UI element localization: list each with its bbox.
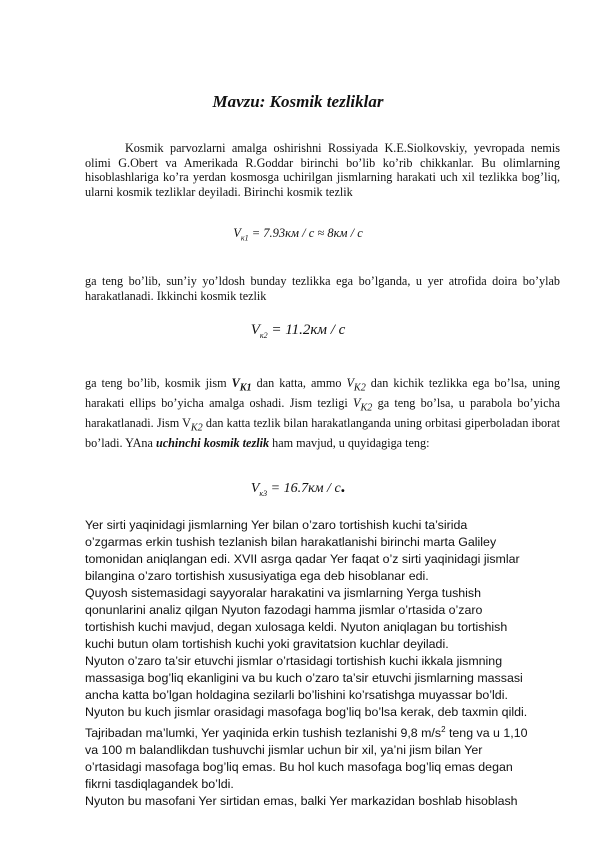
intro-paragraph: Kosmik parvozlarni amalga oshirishni Rossiyada K.E.Siolkovskiy, yevropada nemis olimi G.Obert va Amerikada R.Goddar birinchi bo’lib ko’rib chikkanlar. Bu olimlarning hisoblashlariga ko’ra yerdan kosmosga uchirilgan jismlarning harakati uch xil tezlikka bog’liq, ularni kosmik tezliklar deyiladi. Birinchi kosmik tezlik [85, 141, 560, 199]
formula3-subscript: к3 [259, 488, 268, 498]
vk1-subscript: K1 [239, 382, 252, 394]
vk2-symbol: V [353, 396, 361, 411]
body-line: bilangina o’zaro tortishish xususiyatiga ega deb hisoblanar edi. [85, 569, 429, 583]
text-segment: ga teng bo’lib, kosmik jism [85, 376, 232, 390]
formula2-expression: = 11.2км / с [267, 322, 346, 338]
body-line: tortishish kuchi mavjud, degan xulosaga keldi. Nyuton aniqlagan bu tortishish [85, 620, 508, 634]
vk2-symbol: V [346, 376, 354, 390]
body-line: ancha katta bo’lgan holdagina sezilarli bo’lishini ko’rsatishga muyassar bo’ldi. [85, 688, 508, 702]
body-line: massasiga bog’liq ekanligini va bu kuch o’zaro ta’sir etuvchi jismlarning massasi [85, 671, 523, 685]
vk2-subscript: K2 [190, 422, 203, 434]
body-line: fikrni tasdiqlagandek bo’ldi. [85, 777, 234, 792]
body-line: Nyuton bu masofani Yer sirtidan emas, balki Yer markazidan boshlab hisoblash [85, 794, 518, 809]
vk1-symbol: V [231, 376, 240, 390]
body-line-text: Tajribadan ma’lumki, Yer yaqinida erkin tushish tezlanishi 9,8 m/s [85, 726, 442, 741]
formula2-variable: V [250, 322, 260, 338]
text-segment: ham mavjud, u quyidagiga teng: [269, 436, 430, 451]
after-formula2-paragraph [85, 376, 560, 451]
body-line: Quyosh sistemasidagi sayyoralar harakatini va jismlarning Yerga tushish [85, 586, 482, 600]
formula3-expression: = 16.7км / с [267, 481, 341, 496]
vk2-subscript: K2 [353, 382, 366, 394]
body-line: kuchi butun olam tortishish kuchi yoki gravitatsion kuchlar deyiladi. [85, 637, 449, 651]
after-formula1-paragraph: ga teng bo’lib, sun’iy yo’ldosh bunday tezlikka ega bo’lganda, u yer atrofida doira bo’ylab harakatlanadi. Ikkinchi kosmik tezlik [85, 274, 560, 303]
emphasis-third-cosmic-velocity: uchinchi kosmik tezlik [155, 436, 270, 451]
body-line [85, 721, 565, 742]
formula3-dot: . [340, 476, 346, 496]
formula-first-cosmic-velocity [0, 226, 596, 243]
superscript: 2 [441, 725, 446, 734]
body-text-block [85, 517, 565, 810]
formula3-variable: V [250, 481, 260, 496]
body-line: Yer sirti yaqinidagi jismlarning Yer bilan o’zaro tortishish kuchi ta’sirida [85, 518, 468, 532]
body-line: va 100 m balandlikdan tushuvchi jismlar uchun bir xil, ya’ni jism bilan Yer [85, 743, 483, 758]
body-line-text: teng va u 1,10 [445, 726, 528, 741]
text-segment: dan katta tezlik bilan harakatlanganda uning orbitasi giperboladan iborat bo’ladi. YAna [85, 416, 560, 451]
formula1-subscript: к1 [240, 233, 249, 243]
text-segment: ga teng bo’lsa, u parabola bo’yicha harakatlanadi. Jism V [85, 396, 560, 431]
formula1-variable: V [233, 226, 241, 240]
text-segment: dan katta, ammo [251, 376, 347, 390]
body-line: o’zgarmas erkin tushish tezlanish bilan harakatlanishi birinchi marta Galiley [85, 535, 497, 549]
body-line: qonunlarini analiz qilgan Nyuton fazodagi hamma jismlar o’rtasida o’zaro [85, 603, 483, 617]
page-title: Mavzu: Kosmik tezliklar [212, 92, 384, 111]
body-line: o’rtasidagi masofaga bog’liq emas. Bu hol kuch masofaga bog’liq emas degan [85, 760, 513, 775]
vk2-subscript: K2 [360, 402, 373, 414]
body-line: tomonidan aniqlangan edi. XVII asrga qadar Yer faqat o’z sirti yaqinidagi jismlar [85, 552, 520, 566]
formula-second-cosmic-velocity [0, 322, 596, 340]
text-segment: dan kichik tezlikka ega bo’lsa, uning harakati ellips bo’yicha amalga oshadi. Jism tezligi [85, 376, 561, 411]
formula1-expression: = 7.93км / с ≈ 8км / с [248, 226, 363, 240]
formula-third-cosmic-velocity [0, 476, 596, 498]
formula2-subscript: к2 [259, 331, 268, 340]
body-line: Nyuton o’zaro ta’sir etuvchi jismlar o’rtasidagi tortishish kuchi ikkala jismning [85, 654, 503, 668]
body-line: Nyuton bu kuch jismlar orasidagi masofaga bog’liq bo’lsa kerak, deb taxmin qildi. [85, 705, 528, 719]
